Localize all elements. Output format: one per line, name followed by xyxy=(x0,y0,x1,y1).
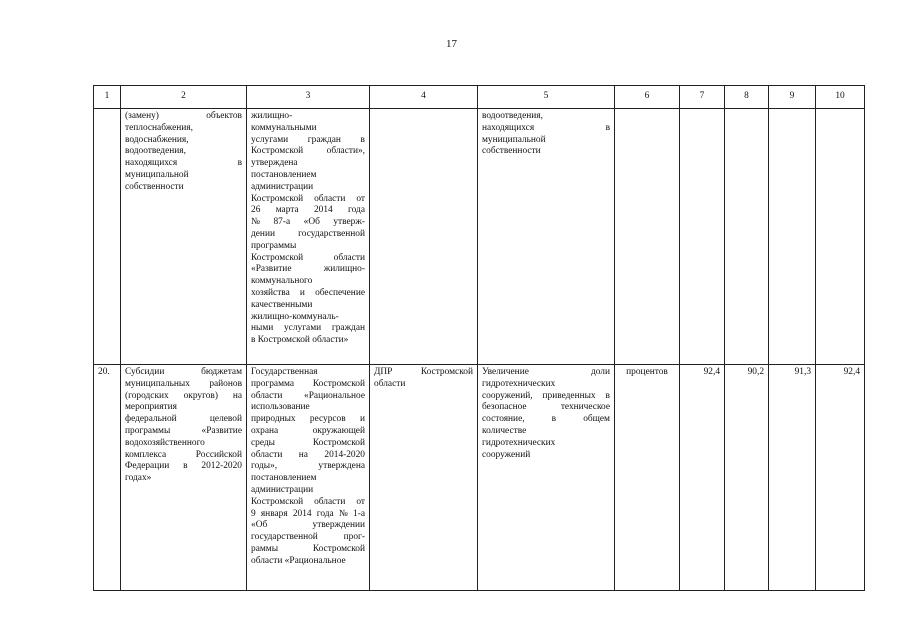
value-cell: 90,2 xyxy=(725,365,769,591)
text-line: федеральной целевой xyxy=(125,414,242,425)
text-line: Костромской области xyxy=(251,252,365,263)
text-line: Увеличение доли xyxy=(482,367,610,377)
text-lines xyxy=(251,367,365,568)
text-lines xyxy=(125,367,242,485)
text-line: 26 марта 2014 года xyxy=(251,205,365,216)
text-line: администрации xyxy=(251,181,314,192)
header-cell: 5 xyxy=(478,86,615,109)
text-line: использование xyxy=(251,402,310,413)
header-cell: 4 xyxy=(370,86,478,109)
text-line: жилищно-коммуналь- xyxy=(251,311,339,322)
text-line: водоснабжения, xyxy=(125,134,189,145)
text-line: области «Рациональное xyxy=(251,390,365,401)
text-line: комплекса Российской xyxy=(125,449,242,460)
row2-measure-cell xyxy=(121,365,247,591)
value-cell: 91,3 xyxy=(769,365,816,591)
row1-executor-cell xyxy=(370,109,478,365)
text-line: Субсидии бюджетам xyxy=(125,367,242,377)
row-number: 20. xyxy=(94,365,121,591)
text-line: дении государственной xyxy=(251,228,365,239)
text-line: гидротехнических xyxy=(482,437,556,448)
header-row xyxy=(94,86,865,109)
text-line: Костромской области от xyxy=(251,193,365,204)
text-line: годах» xyxy=(125,473,152,484)
header-cell: 6 xyxy=(615,86,680,109)
text-line: раммы Костромской xyxy=(251,543,365,554)
text-line: постановлением xyxy=(251,473,317,484)
text-line: водоотведения, xyxy=(125,146,186,157)
text-lines xyxy=(251,111,365,347)
text-line: Костромской области», xyxy=(251,146,365,157)
text-line: № 87-а «Об утверж- xyxy=(251,217,365,228)
text-line: утверждена xyxy=(251,158,298,169)
text-line: Федерации в 2012-2020 xyxy=(125,461,242,472)
text-line: находящихся в xyxy=(125,158,242,169)
text-line: Костромской области от xyxy=(251,496,365,507)
text-line: природных ресурсов и xyxy=(251,414,365,425)
text-line: в Костромской области» xyxy=(251,335,349,346)
row2-executor-cell xyxy=(370,365,478,591)
text-line: жилищно- xyxy=(251,111,293,121)
row1-measure-cell xyxy=(121,109,247,365)
text-line: муниципальной xyxy=(125,169,189,180)
text-line: постановлением xyxy=(251,169,317,180)
text-line: теплоснабжения, xyxy=(125,122,193,133)
text-line: Государственная xyxy=(251,367,318,377)
text-line: программы xyxy=(251,240,297,251)
text-line: охрана окружающей xyxy=(251,425,365,436)
text-lines xyxy=(482,367,610,461)
text-line: собственности xyxy=(482,146,541,157)
text-line: «Развитие жилищно- xyxy=(251,264,365,275)
row1-number-cell xyxy=(94,109,121,365)
header-cell: 3 xyxy=(247,86,370,109)
text-line: водохозяйственного xyxy=(125,437,205,448)
text-line: области «Рациональное xyxy=(251,555,346,566)
text-line: мероприятия xyxy=(125,402,177,413)
header-cell: 7 xyxy=(680,86,725,109)
text-line: хозяйства и обеспечение xyxy=(251,287,365,298)
text-line: коммунальными xyxy=(251,122,317,133)
text-line: состояние, в общем xyxy=(482,414,610,425)
row1-indicator-cell xyxy=(478,109,615,365)
text-lines xyxy=(374,367,473,391)
text-line: области xyxy=(374,378,406,389)
header-cell: 9 xyxy=(769,86,816,109)
text-line: находящихся в xyxy=(482,122,610,133)
text-line: 9 января 2014 года № 1-а xyxy=(251,508,365,519)
header-cell: 10 xyxy=(816,86,865,109)
text-line: среды Костромской xyxy=(251,437,365,448)
text-line: государственной прог- xyxy=(251,532,365,543)
text-line: муниципальной xyxy=(482,134,546,145)
text-lines xyxy=(482,111,610,158)
table-row xyxy=(94,109,865,365)
unit-cell: процентов xyxy=(615,365,680,591)
text-line: программа Костромской xyxy=(251,378,365,389)
text-line: программы «Развитие xyxy=(125,425,242,436)
text-line: годы», утверждена xyxy=(251,461,365,472)
text-line: администрации xyxy=(251,484,314,495)
text-line: водоотведения, xyxy=(482,111,543,121)
text-line: ными услугами граждан xyxy=(251,323,365,334)
page-number: 17 xyxy=(446,38,457,50)
text-line: ДПР Костромской xyxy=(374,367,473,377)
row2-program-cell xyxy=(247,365,370,591)
text-line: (замену) объектов xyxy=(125,111,242,121)
text-line: услугами граждан в xyxy=(251,134,365,145)
text-line: сооружений xyxy=(482,449,531,460)
text-line: гидротехнических xyxy=(482,378,556,389)
header-cell: 8 xyxy=(725,86,769,109)
text-line: «Об утверждении xyxy=(251,520,365,531)
text-line: сооружений, приведенных в xyxy=(482,390,610,401)
text-line: количестве xyxy=(482,425,527,436)
header-cell: 1 xyxy=(94,86,121,109)
value-cell: 92,4 xyxy=(680,365,725,591)
document-table xyxy=(93,85,865,591)
text-line: безопасное техническое xyxy=(482,402,610,413)
text-line: (городских округов) на xyxy=(125,390,242,401)
text-lines xyxy=(125,111,242,194)
text-line: коммунального xyxy=(251,276,313,287)
row1-program-cell xyxy=(247,109,370,365)
header-cell: 2 xyxy=(121,86,247,109)
value-cell: 92,4 xyxy=(816,365,865,591)
text-line: муниципальных районов xyxy=(125,378,242,389)
text-line: собственности xyxy=(125,181,184,192)
text-line: области на 2014-2020 xyxy=(251,449,365,460)
text-line: качественными xyxy=(251,299,313,310)
row2-indicator-cell xyxy=(478,365,615,591)
table-row xyxy=(94,365,865,591)
